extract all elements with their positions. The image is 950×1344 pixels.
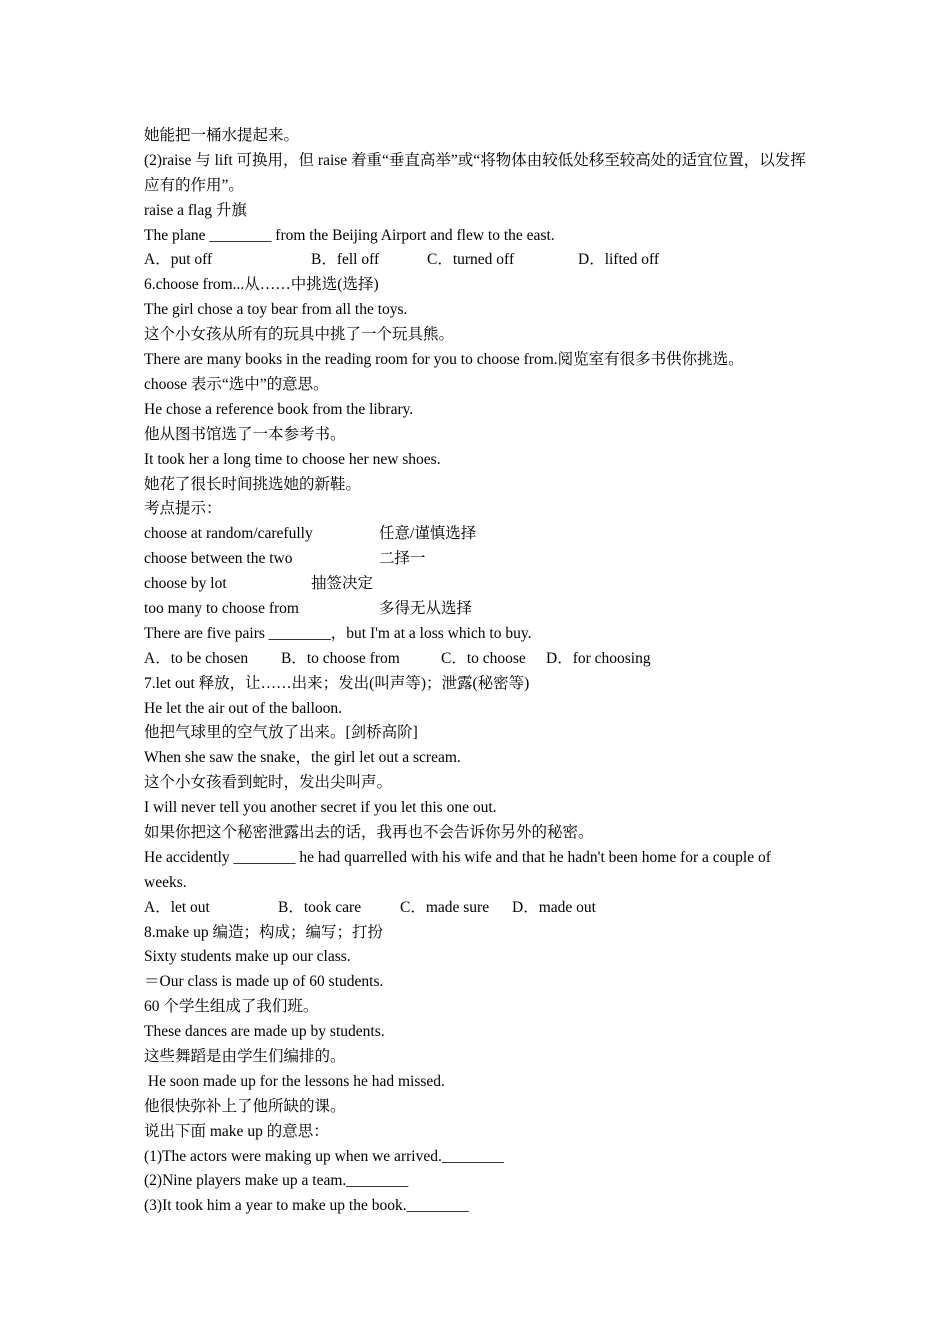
text-line: (2)raise 与 lift 可换用，但 raise 着重“垂直高举”或“将物体由较低处移至较高处的适宜位置，以发挥应有的作用”。	[144, 151, 806, 194]
section-heading: 6.choose from...从……中挑选(选择)	[144, 276, 379, 294]
option-c: C．made sure	[400, 898, 490, 916]
text-line: 60 个学生组成了我们班。	[144, 998, 319, 1016]
text-line: The girl chose a toy bear from all the toys.	[144, 301, 408, 319]
tip-row	[144, 522, 814, 547]
text-line: There are many books in the reading room for you to choose from.阅览室有很多书供你挑选。	[144, 351, 744, 369]
section-heading: 8.make up 编造；构成；编写；打扮	[144, 923, 383, 941]
tip-meaning: 多得无从选择	[379, 599, 473, 617]
option-a: A．to be chosen	[144, 649, 249, 667]
tip-row	[144, 572, 814, 597]
option-b: B．to choose from	[281, 649, 400, 667]
option-row	[144, 248, 814, 273]
option-row	[144, 647, 814, 672]
tip-meaning: 二择一	[379, 550, 426, 568]
tip-phrase: choose by lot	[144, 575, 227, 593]
text-line: These dances are made up by students.	[144, 1023, 385, 1041]
text-line: He let the air out of the balloon.	[144, 699, 342, 717]
text-line: 他把气球里的空气放了出来。[剑桥高阶]	[144, 724, 418, 742]
option-d: D．made out	[512, 898, 596, 916]
option-b: B．fell off	[311, 251, 380, 269]
exercise-question: There are five pairs ________，but I'm at a loss which to buy.	[144, 624, 532, 642]
option-b: B．took care	[278, 898, 362, 916]
option-a: A．let out	[144, 898, 210, 916]
text-line: 她能把一桶水提起来。	[144, 127, 300, 144]
text-line: It took her a long time to choose her new shoes.	[144, 450, 441, 468]
text-line: He soon made up for the lessons he had missed.	[144, 1072, 445, 1090]
text-line: 这个小女孩从所有的玩具中挑了一个玩具熊。	[144, 326, 455, 344]
text-line: ＝Our class is made up of 60 students.	[144, 973, 384, 991]
text-line: choose 表示“选中”的意思。	[144, 375, 329, 393]
option-c: C．to choose	[441, 649, 526, 667]
text-line: raise a flag 升旗	[144, 201, 247, 219]
text-line: 如果你把这个秘密泄露出去的话，我再也不会告诉你另外的秘密。	[144, 823, 594, 841]
text-line: 他从图书馆选了一本参考书。	[144, 425, 346, 443]
exercise-item: (2)Nine players make up a team.________	[144, 1172, 409, 1190]
text-line: I will never tell you another secret if you let this one out.	[144, 799, 497, 817]
tip-row	[144, 597, 814, 622]
exercise-item: (1)The actors were making up when we arrived.________	[144, 1147, 504, 1165]
text-line: Sixty students make up our class.	[144, 948, 351, 966]
exercise-heading: 说出下面 make up 的意思：	[144, 1122, 329, 1140]
text-line: 这个小女孩看到蛇时，发出尖叫声。	[144, 774, 393, 792]
exercise-question: He accidently ________ he had quarrelled with his wife and that he hadn't been home for a couple of weeks.	[144, 848, 771, 891]
option-row	[144, 896, 814, 921]
tip-row	[144, 547, 814, 572]
tip-phrase: too many to choose from	[144, 599, 299, 617]
option-d: D．lifted off	[578, 251, 660, 269]
exercise-question: The plane ________ from the Beijing Airport and flew to the east.	[144, 226, 555, 244]
tip-meaning: 抽签决定	[311, 575, 374, 593]
section-heading: 7.let out 释放，让……出来；发出(叫声等)；泄露(秘密等)	[144, 674, 530, 692]
text-line: 这些舞蹈是由学生们编排的。	[144, 1048, 346, 1066]
option-a: A．put off	[144, 251, 213, 269]
document-body	[144, 124, 814, 1219]
tips-heading: 考点提示：	[144, 500, 222, 518]
option-c: C．turned off	[427, 251, 515, 269]
option-d: D．for choosing	[546, 649, 651, 667]
text-line: He chose a reference book from the library.	[144, 400, 414, 418]
tip-meaning: 任意/谨慎选择	[379, 525, 477, 543]
text-line: 她花了很长时间挑选她的新鞋。	[144, 475, 362, 493]
tip-phrase: choose at random/carefully	[144, 525, 313, 543]
exercise-item: (3)It took him a year to make up the book.________	[144, 1197, 469, 1215]
text-line: When she saw the snake，the girl let out a scream.	[144, 749, 461, 767]
tip-phrase: choose between the two	[144, 550, 293, 568]
text-line: 他很快弥补上了他所缺的课。	[144, 1097, 346, 1115]
